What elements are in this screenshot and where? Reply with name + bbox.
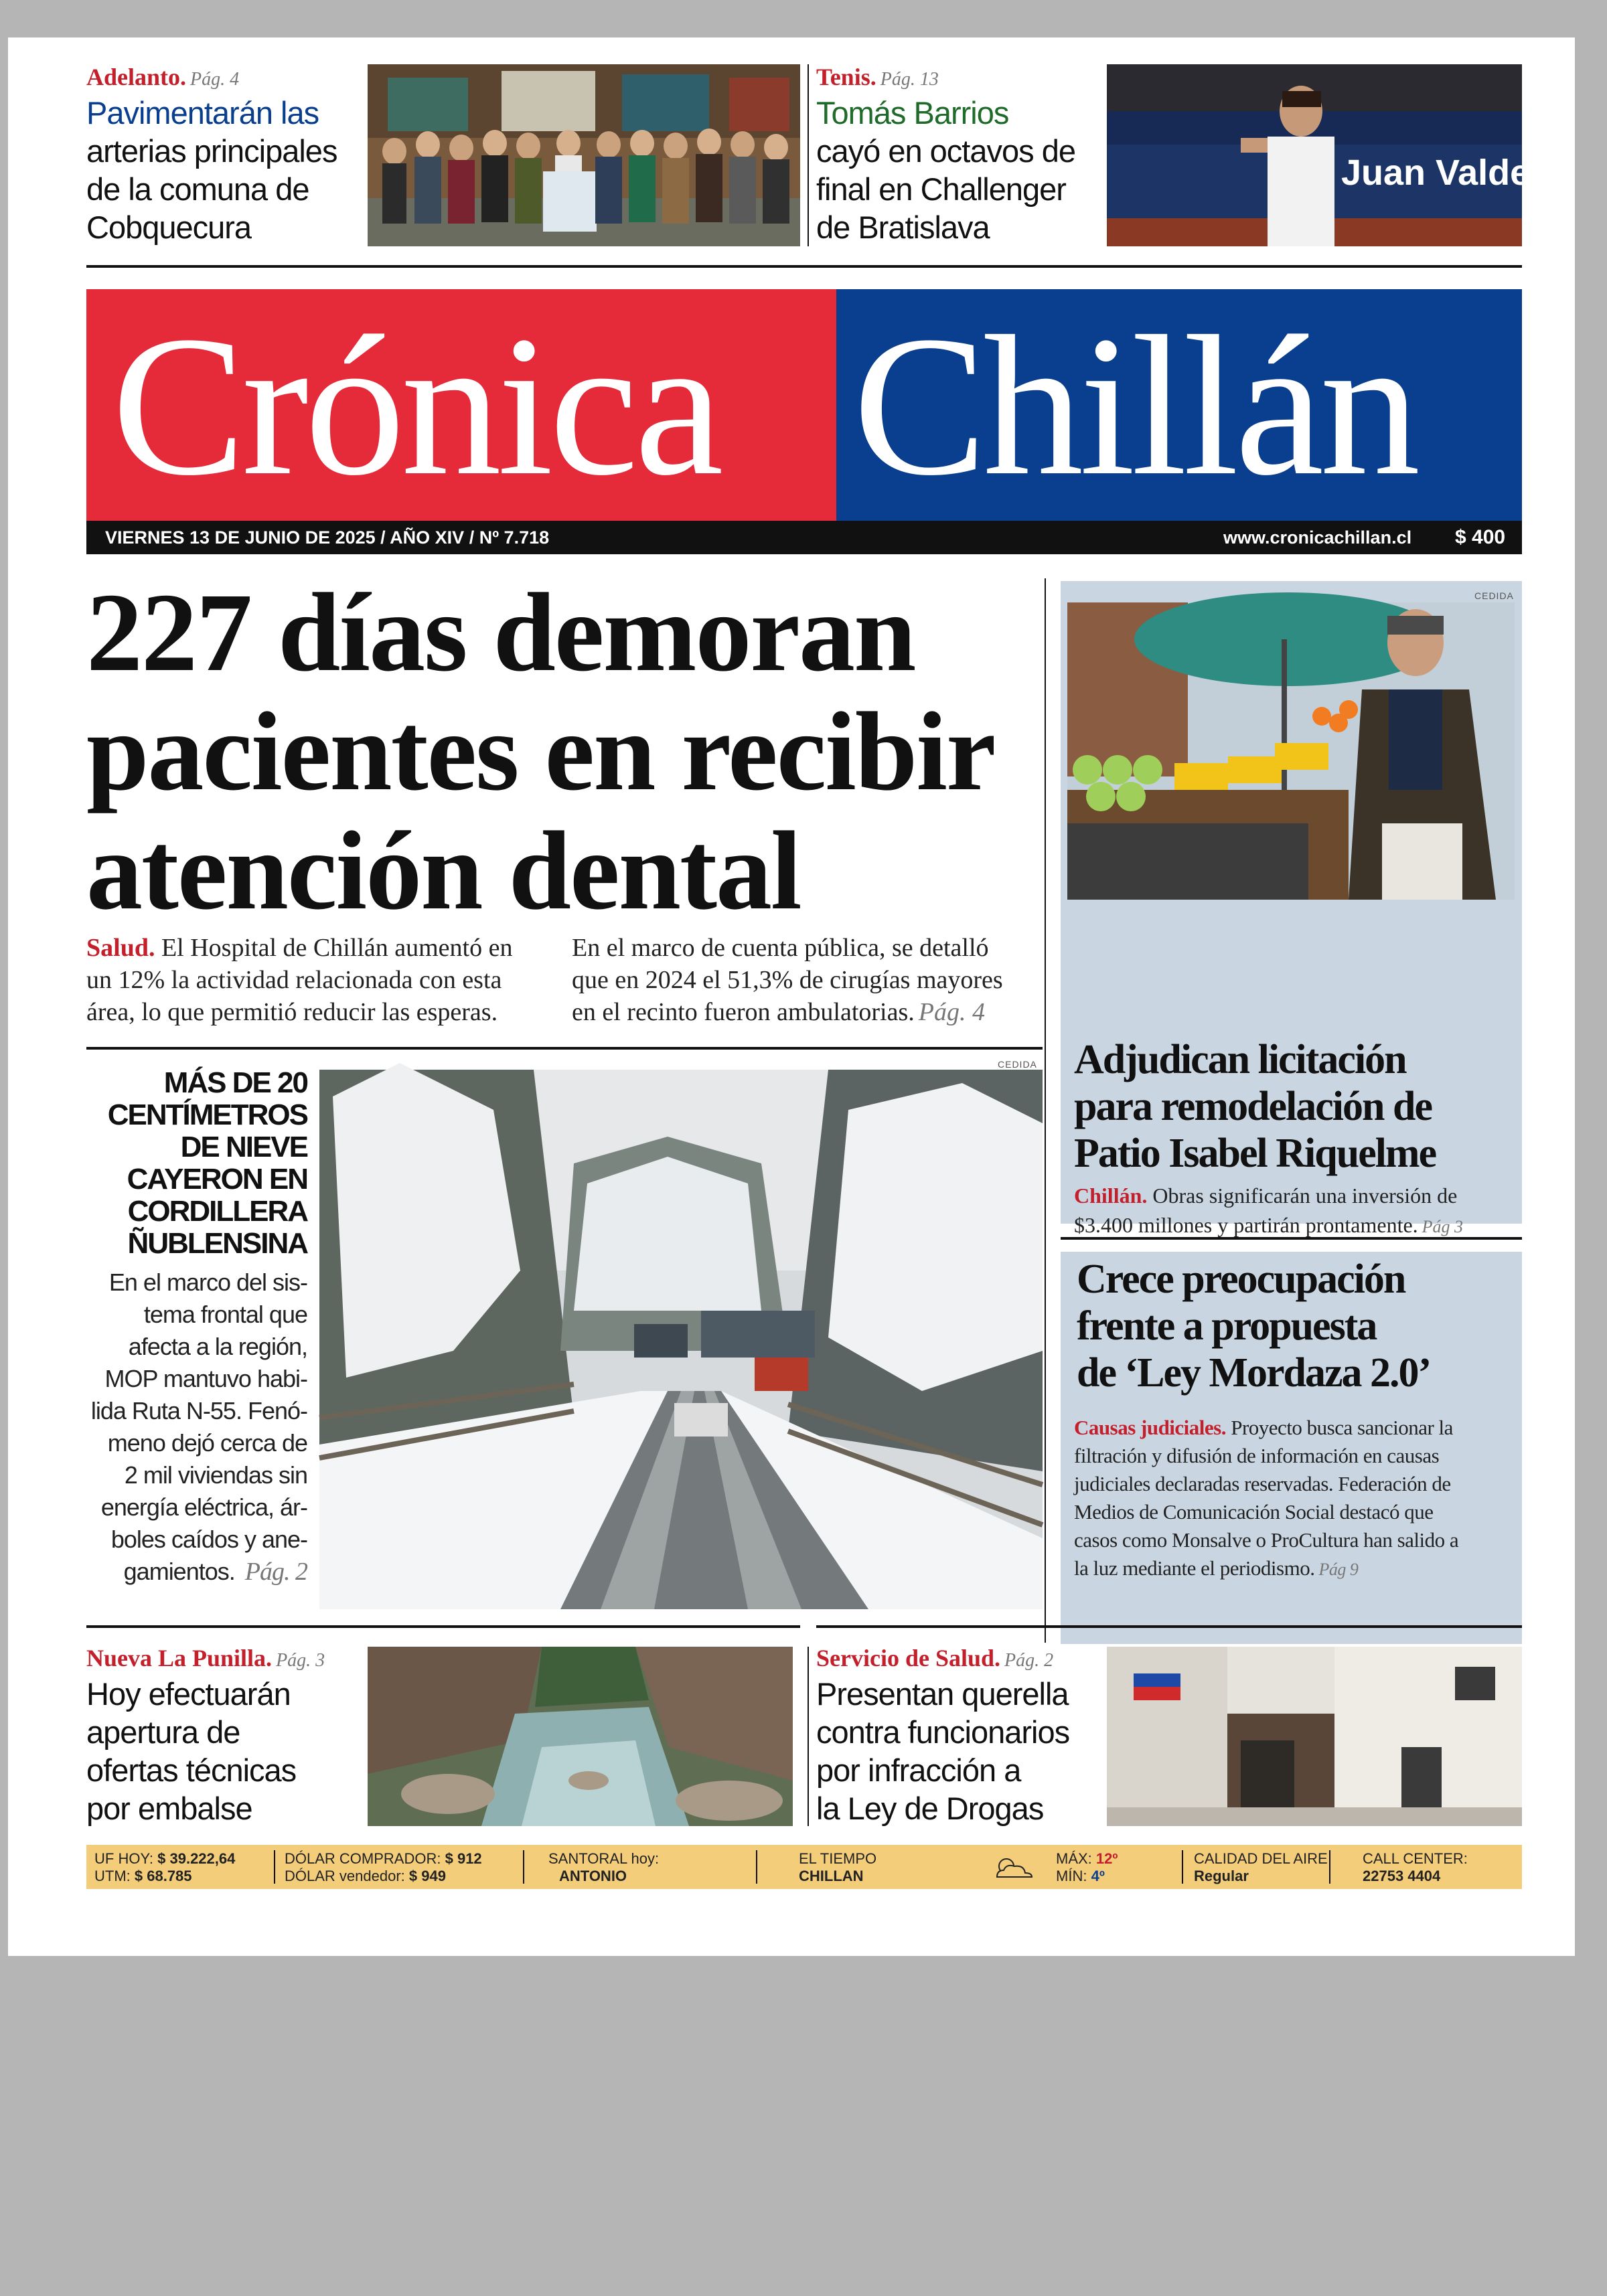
- teaser-line: Pavimentarán las: [86, 95, 319, 131]
- teaser-kicker: Tenis.: [816, 64, 876, 90]
- right-column-rule: [1061, 1237, 1522, 1240]
- body-text: meno dejó cerca de: [107, 1429, 307, 1457]
- bottom-teaser-salud[interactable]: [816, 1644, 1111, 1827]
- patio-market-photo: [1067, 602, 1515, 900]
- mordaza-headline: [1077, 1256, 1512, 1396]
- body-text: El Hospital de Chillán aumentó en: [161, 934, 513, 962]
- masthead-date-bar: [86, 521, 1522, 554]
- teaser-line: de la comuna de: [86, 171, 309, 207]
- santoral-value: ANTONIO: [559, 1868, 627, 1884]
- aire-label: CALIDAD DEL AIRE: [1194, 1850, 1328, 1867]
- snow-headline-line: CORDILLERA: [127, 1195, 307, 1228]
- uf-value: $ 39.222,64: [157, 1850, 236, 1867]
- snow-headline-line: CENTÍMETROS: [107, 1098, 307, 1131]
- snow-story-headline[interactable]: [86, 1067, 307, 1260]
- body-text: boles caídos y ane-: [110, 1526, 307, 1553]
- patio-headline-line: Patio Isabel Riquelme: [1074, 1131, 1436, 1176]
- snow-headline-line: CAYERON EN: [127, 1163, 307, 1196]
- teaser-line: ofertas técnicas: [86, 1752, 297, 1788]
- teaser-line: por infracción a: [816, 1752, 1021, 1788]
- cobquecura-ceremony-photo: [368, 64, 800, 246]
- teaser-kicker: Adelanto.: [86, 64, 187, 90]
- body-text: que en 2024 el 51,3% de cirugías mayores: [572, 966, 1003, 994]
- info-separator: [1182, 1850, 1183, 1884]
- temp-max-line: [1056, 1850, 1118, 1868]
- dolar-vendedor-label: DÓLAR vendedor:: [285, 1868, 405, 1884]
- main-story-col1: [86, 932, 555, 1028]
- temp-max-value: 12º: [1095, 1850, 1118, 1867]
- call-center-number[interactable]: 22753 4404: [1363, 1868, 1441, 1884]
- body-text: casos como Monsalve o ProCultura han salido a: [1074, 1528, 1459, 1552]
- dolar-comprador-label: DÓLAR COMPRADOR:: [285, 1850, 441, 1867]
- masthead-title-cronica: Crónica: [112, 295, 720, 517]
- body-text: energía eléctrica, ár-: [100, 1493, 307, 1521]
- tennis-player-photo: [1107, 64, 1549, 246]
- main-kicker: Salud.: [86, 934, 155, 962]
- body-text: área, lo que permitió reducir las esperas.: [86, 998, 498, 1026]
- utm-label: UTM:: [94, 1868, 131, 1884]
- teaser-line: Hoy efectuarán: [86, 1676, 291, 1712]
- mordaza-headline-line: frente a propuesta: [1077, 1303, 1377, 1349]
- body-text: filtración y difusión de información en causas: [1074, 1444, 1440, 1467]
- patio-headline: [1074, 1036, 1516, 1177]
- santoral-label: SANTORAL hoy:: [548, 1850, 660, 1867]
- body-text: lida Ruta N-55. Fenó-: [90, 1397, 307, 1424]
- river-photo: [368, 1647, 793, 1826]
- juan-valdez-banner-text: Juan Valdez: [1341, 153, 1549, 193]
- body-text: Medios de Comunicación Social destacó que: [1074, 1500, 1434, 1524]
- body-text: Obras significarán una inversión de: [1152, 1183, 1458, 1208]
- main-headline-line: atención dental: [86, 809, 801, 933]
- partly-cloudy-icon: [989, 1854, 1036, 1881]
- snow-headline-line: MÁS DE 20: [163, 1066, 307, 1099]
- info-separator: [523, 1850, 524, 1884]
- bottom-teaser-punilla[interactable]: [86, 1644, 368, 1827]
- river-image: [368, 1647, 793, 1826]
- mordaza-kicker: Causas judiciales.: [1074, 1416, 1226, 1439]
- temp-min-line: [1056, 1868, 1105, 1885]
- body-text: MOP mantuvo habi-: [104, 1365, 307, 1392]
- call-center-label: CALL CENTER:: [1363, 1850, 1468, 1867]
- edition-date: VIERNES 13 DE JUNIO DE 2025 / AÑO XIV / Nº 7.718: [105, 527, 550, 548]
- info-separator: [756, 1850, 757, 1884]
- top-rule: [86, 265, 1522, 268]
- top-teaser-adelanto[interactable]: [86, 63, 368, 246]
- snow-page-ref: Pág. 2: [244, 1558, 307, 1586]
- top-teaser-tenis[interactable]: [816, 63, 1111, 246]
- mordaza-headline-line: de ‘Ley Mordaza 2.0’: [1077, 1350, 1431, 1396]
- main-headline-line: 227 días demoran: [86, 570, 915, 695]
- info-bar: [86, 1845, 1522, 1889]
- tiempo-city: CHILLAN: [799, 1868, 864, 1884]
- teaser-headline: [816, 1675, 1111, 1827]
- aire-value: Regular: [1194, 1868, 1249, 1884]
- tiempo-label: EL TIEMPO: [799, 1850, 877, 1867]
- mordaza-page-ref: Pág 9: [1318, 1560, 1359, 1579]
- teaser-line: de Bratislava: [816, 210, 990, 245]
- teaser-page-ref: Pág. 4: [190, 69, 240, 90]
- uf-label: UF HOY:: [94, 1850, 154, 1867]
- teaser-page-ref: Pág. 2: [1004, 1650, 1054, 1671]
- teaser-line: final en Challenger: [816, 171, 1066, 207]
- main-story-rule: [86, 1047, 1043, 1050]
- website-link[interactable]: www.cronicachillan.cl: [1223, 527, 1412, 548]
- teaser-line: arterias principales: [86, 133, 337, 169]
- teaser-page-ref: Pág. 3: [276, 1650, 325, 1671]
- body-text: $3.400 millones y partirán prontamente.: [1074, 1213, 1418, 1237]
- health-building-photo: [1107, 1647, 1522, 1826]
- snow-headline-line: DE NIEVE: [180, 1131, 307, 1163]
- teaser-line: Cobquecura: [86, 210, 252, 245]
- uf-line: [94, 1850, 235, 1868]
- teaser-line: por embalse: [86, 1791, 252, 1826]
- dolar-comprador-line: [285, 1850, 482, 1868]
- temp-min-label: MÍN:: [1056, 1868, 1087, 1884]
- info-separator: [1329, 1850, 1330, 1884]
- snow-road-image: [319, 1070, 1043, 1609]
- right-column-divider: [1045, 578, 1046, 1643]
- dolar-vendedor-value: $ 949: [408, 1868, 446, 1884]
- patio-kicker: Chillán.: [1074, 1183, 1148, 1208]
- dolar-vendedor-line: [285, 1868, 446, 1885]
- teaser-headline: [86, 94, 368, 246]
- patio-headline-line: Adjudican licitación: [1074, 1037, 1406, 1082]
- body-text: la luz mediante el periodismo.: [1074, 1556, 1315, 1580]
- main-story-col2: [572, 932, 1054, 1028]
- bottom-teaser-divider: [808, 1647, 809, 1826]
- teaser-line: la Ley de Drogas: [816, 1791, 1044, 1826]
- temp-max-label: MÁX:: [1056, 1850, 1092, 1867]
- teaser-line: Tomás Barrios: [816, 95, 1009, 131]
- price-label: $ 400: [1455, 526, 1506, 548]
- bottom-left-rule: [86, 1625, 800, 1628]
- utm-line: [94, 1868, 192, 1885]
- bottom-right-rule: [816, 1625, 1522, 1628]
- body-text: Proyecto busca sancionar la: [1231, 1416, 1453, 1439]
- health-building-image: [1107, 1647, 1522, 1826]
- teaser-line: apertura de: [86, 1714, 240, 1750]
- patio-photo-credit: CEDIDA: [1474, 590, 1514, 601]
- snow-headline-line: ÑUBLENSINA: [127, 1227, 307, 1260]
- masthead-title-chillan: Chillán: [853, 295, 1417, 517]
- teaser-kicker: Servicio de Salud.: [816, 1645, 1001, 1671]
- temp-min-value: 4º: [1091, 1868, 1105, 1884]
- body-text: 2 mil viviendas sin: [124, 1461, 307, 1489]
- snow-story-body: [86, 1266, 307, 1588]
- top-teaser-divider: [808, 64, 809, 246]
- patio-headline-line: para remodelación de: [1074, 1084, 1432, 1129]
- mordaza-headline-line: Crece preocupación: [1077, 1256, 1405, 1302]
- patio-market-image: [1067, 602, 1515, 900]
- body-text: en el recinto fueron ambulatorias.: [572, 998, 915, 1026]
- mordaza-body: [1074, 1414, 1519, 1584]
- body-text: judiciales declaradas reservadas. Federación de: [1074, 1472, 1451, 1495]
- snow-road-photo: [319, 1070, 1043, 1609]
- body-text: gamientos.: [123, 1558, 235, 1585]
- newspaper-page: [8, 37, 1575, 1956]
- main-page-ref: Pág. 4: [918, 998, 985, 1026]
- teaser-line: cayó en octavos de: [816, 133, 1075, 169]
- body-text: un 12% la actividad relacionada con esta: [86, 966, 502, 994]
- cobquecura-ceremony-image: [368, 64, 800, 246]
- teaser-headline: [816, 94, 1111, 246]
- patio-body: [1074, 1181, 1516, 1242]
- main-headline-line: pacientes en recibir: [86, 689, 995, 814]
- teaser-line: contra funcionarios: [816, 1714, 1070, 1750]
- body-text: tema frontal que: [143, 1301, 307, 1328]
- body-text: En el marco de cuenta pública, se detalló: [572, 934, 989, 962]
- teaser-kicker: Nueva La Punilla.: [86, 1645, 273, 1671]
- utm-value: $ 68.785: [134, 1868, 192, 1884]
- body-text: afecta a la región,: [128, 1333, 307, 1360]
- teaser-page-ref: Pág. 13: [880, 69, 939, 90]
- patio-page-ref: Pág 3: [1422, 1217, 1464, 1236]
- teaser-line: Presentan querella: [816, 1676, 1069, 1712]
- tennis-player-image: [1107, 64, 1549, 246]
- dolar-comprador-value: $ 912: [445, 1850, 482, 1867]
- info-separator: [274, 1850, 275, 1884]
- snow-photo-credit: CEDIDA: [998, 1059, 1037, 1070]
- teaser-headline: [86, 1675, 368, 1827]
- main-headline[interactable]: [86, 570, 1044, 933]
- body-text: En el marco del sis-: [108, 1268, 307, 1296]
